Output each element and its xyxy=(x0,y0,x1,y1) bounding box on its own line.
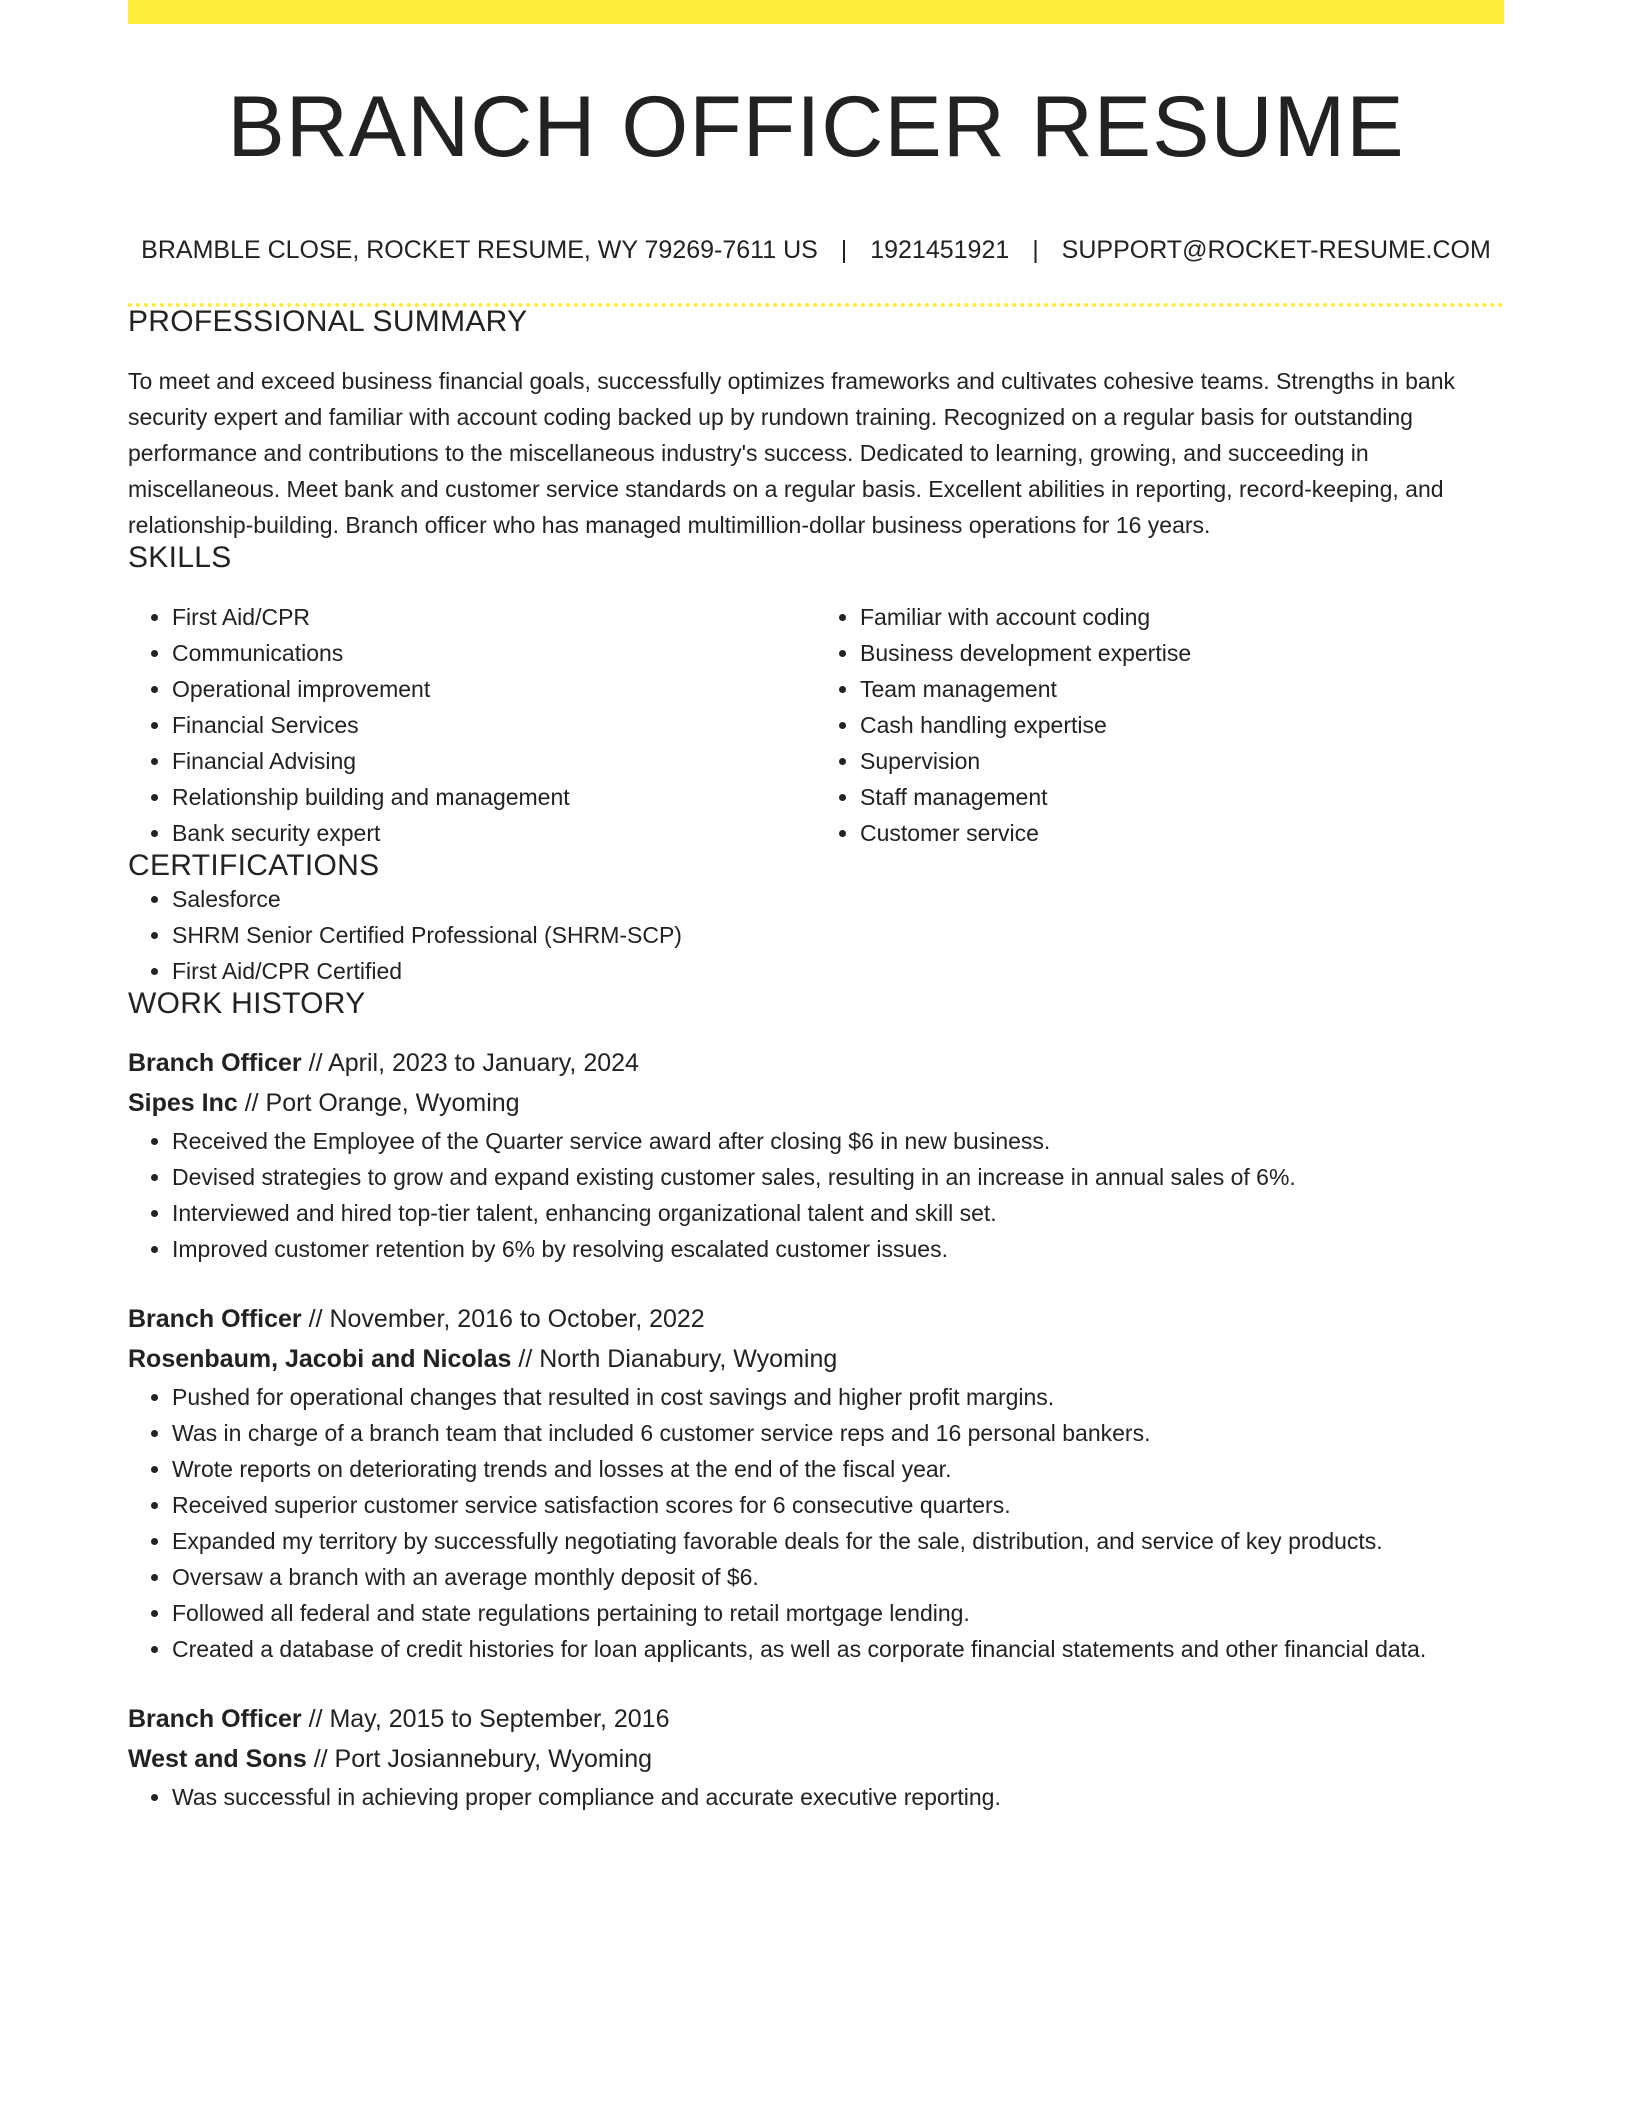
summary-text: To meet and exceed business financial goals, successfully optimizes frameworks and cultivates cohesive teams. Strengths in bank security expert and familiar with account coding backed up by rundown training. Recognized on a regular basis for outstanding performance and contributions to the miscellaneous industry's success. Dedicated to learning, growing, and succeeding in miscellaneous. Meet bank and customer service standards on a regular basis. Excellent abilities in reporting, record-keeping, and relationship-building. Branch officer who has managed multimillion-dollar business operations for 16 years. xyxy=(128,368,1455,538)
job-entry xyxy=(128,1699,1504,1815)
job-bullet: • Expanded my territory by successfully negotiating favorable deals for the sale, distribution, and service of key products. xyxy=(172,1523,1504,1559)
job-bullet: • Improved customer retention by 6% by resolving escalated customer issues. xyxy=(172,1231,1504,1267)
job-bullet: • Received superior customer service satisfaction scores for 6 consecutive quarters. xyxy=(172,1487,1504,1523)
skills-list-right xyxy=(816,599,1504,851)
certifications-list xyxy=(128,881,1504,989)
job-bullet: • Interviewed and hired top-tier talent, enhancing organizational talent and skill set. xyxy=(172,1195,1504,1231)
skill-item: • Financial Advising xyxy=(172,743,816,779)
job-dates: // April, 2023 to January, 2024 xyxy=(301,1049,639,1077)
job-bullets xyxy=(128,1779,1504,1815)
summary-heading: PROFESSIONAL SUMMARY xyxy=(128,305,528,338)
contact-address: BRAMBLE CLOSE, ROCKET RESUME, WY 79269-7611 US xyxy=(141,236,818,264)
job-bullet: • Followed all federal and state regulations pertaining to retail mortgage lending. xyxy=(172,1595,1504,1631)
skill-item: • Familiar with account coding xyxy=(860,599,1504,635)
job-location: // North Dianabury, Wyoming xyxy=(511,1345,838,1373)
job-entry xyxy=(128,1299,1504,1667)
job-bullet: • Wrote reports on deteriorating trends and losses at the end of the fiscal year. xyxy=(172,1451,1504,1487)
contact-separator: | xyxy=(1032,236,1039,264)
job-bullet: • Was successful in achieving proper compliance and accurate executive reporting. xyxy=(172,1779,1504,1815)
top-accent-bar xyxy=(128,0,1504,24)
skill-item: • Cash handling expertise xyxy=(860,707,1504,743)
job-title-line xyxy=(128,1299,1504,1339)
job-dates: // May, 2015 to September, 2016 xyxy=(301,1705,670,1733)
job-title-line xyxy=(128,1043,1504,1083)
skill-item: • Team management xyxy=(860,671,1504,707)
job-company: Sipes Inc xyxy=(128,1089,238,1117)
job-role: Branch Officer xyxy=(128,1049,302,1077)
job-company-line xyxy=(128,1083,1504,1123)
job-bullets xyxy=(128,1123,1504,1267)
contact-email: SUPPORT@ROCKET-RESUME.COM xyxy=(1061,236,1491,264)
job-bullets xyxy=(128,1379,1504,1667)
skill-item: • Customer service xyxy=(860,815,1504,851)
contact-phone: 1921451921 xyxy=(870,236,1010,264)
job-bullet: • Devised strategies to grow and expand existing customer sales, resulting in an increase in annual sales of 6%. xyxy=(172,1159,1504,1195)
job-dates: // November, 2016 to October, 2022 xyxy=(301,1305,705,1333)
skill-item: • Bank security expert xyxy=(172,815,816,851)
resume-title: BRANCH OFFICER RESUME xyxy=(227,79,1405,175)
job-role: Branch Officer xyxy=(128,1305,302,1333)
skill-item: • Business development expertise xyxy=(860,635,1504,671)
job-entry xyxy=(128,1043,1504,1267)
job-bullet: • Was in charge of a branch team that included 6 customer service reps and 16 personal bankers. xyxy=(172,1415,1504,1451)
certifications-heading: CERTIFICATIONS xyxy=(128,849,380,882)
certification-item: • SHRM Senior Certified Professional (SHRM-SCP) xyxy=(172,917,1504,953)
job-role: Branch Officer xyxy=(128,1705,302,1733)
work-history-heading: WORK HISTORY xyxy=(128,987,366,1020)
job-location: // Port Orange, Wyoming xyxy=(237,1089,520,1117)
job-bullet: • Created a database of credit histories for loan applicants, as well as corporate financial statements and other financial data. xyxy=(172,1631,1504,1667)
skill-item: • Supervision xyxy=(860,743,1504,779)
job-title-line xyxy=(128,1699,1504,1739)
contact-separator: | xyxy=(840,236,848,264)
skills-list-left xyxy=(128,599,816,851)
skills-heading: SKILLS xyxy=(128,541,232,574)
skill-item: • Relationship building and management xyxy=(172,779,816,815)
skill-item: • First Aid/CPR xyxy=(172,599,816,635)
job-company-line xyxy=(128,1339,1504,1379)
resume-page xyxy=(128,0,1504,1815)
contact-line xyxy=(128,238,1504,263)
certification-item: • First Aid/CPR Certified xyxy=(172,953,1504,989)
certification-item: • Salesforce xyxy=(172,881,1504,917)
skill-item: • Communications xyxy=(172,635,816,671)
job-company: West and Sons xyxy=(128,1745,307,1773)
skills-columns xyxy=(128,599,1504,851)
job-bullet: • Pushed for operational changes that resulted in cost savings and higher profit margins. xyxy=(172,1379,1504,1415)
job-company-line xyxy=(128,1739,1504,1779)
job-company: Rosenbaum, Jacobi and Nicolas xyxy=(128,1345,512,1373)
job-location: // Port Josiannebury, Wyoming xyxy=(306,1745,653,1773)
skill-item: • Staff management xyxy=(860,779,1504,815)
skill-item: • Financial Services xyxy=(172,707,816,743)
job-bullet: • Received the Employee of the Quarter service award after closing $6 in new business. xyxy=(172,1123,1504,1159)
skill-item: • Operational improvement xyxy=(172,671,816,707)
job-bullet: • Oversaw a branch with an average monthly deposit of $6. xyxy=(172,1559,1504,1595)
